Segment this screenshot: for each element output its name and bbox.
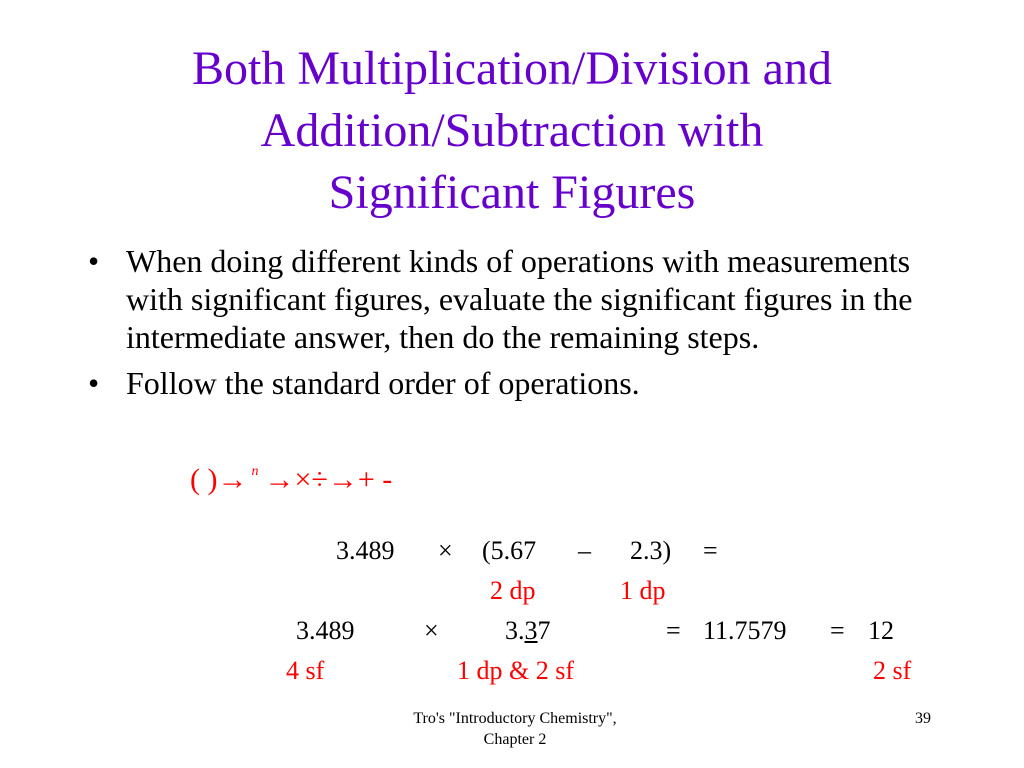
last-significant-digit: 3 [524, 616, 538, 645]
order-of-operations [190, 452, 392, 500]
slide-footer [355, 708, 675, 750]
title-line-2: Addition/Subtraction with [260, 104, 764, 157]
bullet-item [88, 364, 968, 402]
footer-source: Tro's "Introductory Chemistry", [413, 710, 617, 727]
final-result: 12 [868, 616, 894, 645]
equals-symbol: = [830, 616, 845, 645]
operand-c: 2.3) [630, 536, 672, 565]
bullet-dot-icon: • [88, 243, 100, 279]
exponent-symbol: n [251, 464, 259, 479]
intermediate-suffix: 7 [537, 616, 551, 645]
bullet-text: Follow the standard order of operations. [126, 365, 640, 401]
arrow-icon: → [327, 463, 358, 496]
slide-title [62, 38, 962, 224]
intermediate-value [505, 616, 551, 646]
sig-fig-note: 4 sf [286, 656, 325, 685]
bullet-dot-icon: • [88, 365, 100, 401]
multiply-symbol: × [424, 616, 439, 645]
operand-b: (5.67 [482, 536, 537, 565]
intermediate-prefix: 3. [505, 616, 525, 645]
add-sub-symbol: + - [357, 463, 393, 496]
bullet-item [88, 242, 968, 356]
operand-a: 3.489 [336, 536, 395, 565]
bullet-list [88, 242, 968, 410]
title-line-1: Both Multiplication/Division and [192, 42, 832, 95]
equals-symbol: = [666, 616, 681, 645]
minus-symbol: – [578, 536, 591, 565]
decimal-places-note: 1 dp [620, 576, 666, 605]
operand-a: 3.489 [296, 616, 355, 645]
unrounded-result: 11.7579 [703, 616, 787, 645]
arrow-icon: → [217, 463, 248, 496]
decimal-places-note: 2 dp [490, 576, 536, 605]
sig-fig-note: 2 sf [873, 656, 912, 685]
mult-div-symbol: ×÷ [294, 463, 328, 496]
multiply-symbol: × [438, 536, 453, 565]
title-line-3: Significant Figures [328, 166, 696, 219]
bullet-text: When doing different kinds of operations with measurements with significant figures, evaluate the significant figures in the intermediate answer, then do the remaining steps. [126, 243, 913, 355]
page-number: 39 [915, 710, 931, 727]
sig-fig-note: 1 dp & 2 sf [457, 656, 574, 685]
equals-symbol: = [703, 536, 718, 565]
parentheses-symbol: ( ) [190, 463, 218, 496]
arrow-icon: → [264, 463, 295, 496]
footer-chapter: Chapter 2 [483, 731, 547, 748]
